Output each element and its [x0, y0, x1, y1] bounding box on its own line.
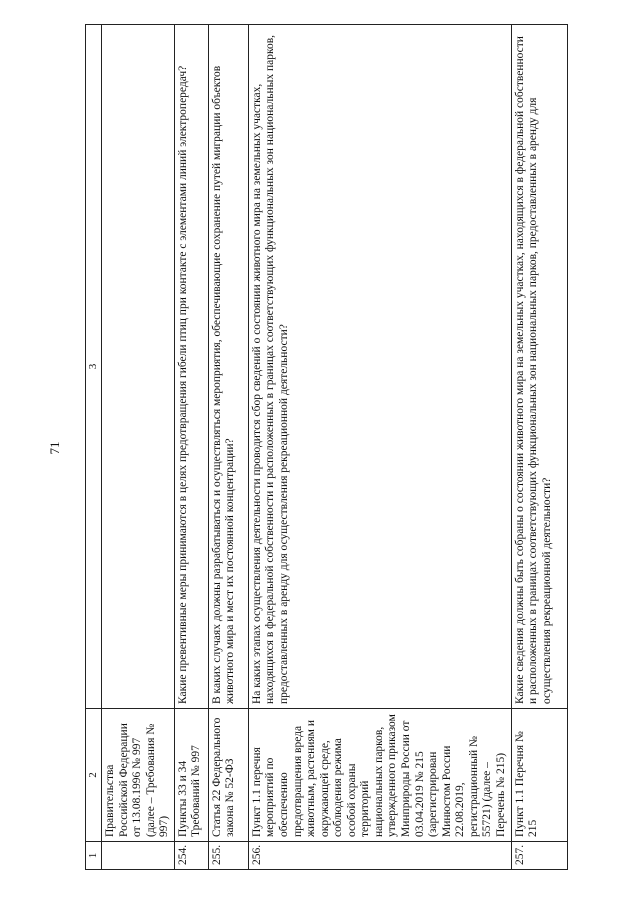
row-number: 254.: [174, 842, 208, 870]
row-number: [102, 842, 175, 870]
requirements-table: [85, 24, 568, 870]
table-row-continuation: [102, 25, 175, 870]
header-col-2: 2: [86, 709, 102, 842]
rotated-table-wrapper: [85, 25, 557, 870]
table-row: [511, 25, 567, 870]
table-row: [208, 25, 248, 870]
row-number: 255.: [208, 842, 248, 870]
page-number: 71: [47, 441, 62, 455]
row-question: [102, 25, 175, 709]
table-row: [174, 25, 208, 870]
row-source: Статья 22 Федерального закона № 52-ФЗ: [208, 709, 248, 842]
row-source: Пункты 33 и 34 Требований № 997: [174, 709, 208, 842]
row-question: На каких этапах осуществления деятельности проводится сбор сведений о состоянии животного мира на земельных участках, находящихся в федеральной собственности и расположенных в границах соответствующих функциональных зон национальных парков, предоставленных в аренду для осуществления рекреационной деятельности?: [248, 25, 511, 709]
row-number: 256.: [248, 842, 511, 870]
table-row: [248, 25, 511, 870]
row-question: Какие превентивные меры принимаются в целях предотвращения гибели птиц при контакте с элементами линий электропередач?: [174, 25, 208, 709]
header-col-1: 1: [86, 842, 102, 870]
header-col-3: 3: [86, 25, 102, 709]
row-question: В каких случаях должны разрабатываться и осуществляться мероприятия, обеспечивающие сохранение путей миграции объектов животного мира и мест их постоянной концентрации?: [208, 25, 248, 709]
row-number: 257.: [511, 842, 567, 870]
row-source: Правительства Российской Федерации от 13.08.1996 № 997 (далее – Требования № 997): [102, 709, 175, 842]
row-source: Пункт 1.1 Перечня № 215: [511, 709, 567, 842]
row-source: Пункт 1.1 перечня мероприятий по обеспечению предотвращения вреда животным, растениям и окружающей среде, соблюдения режима особой охраны территорий национальных парков, утвержденного приказом Минприроды России от 03.04.2019 № 215 (зарегистрирован Минюстом России 22.08.2019, регистрационный № 55721) (далее – Перечень № 215): [248, 709, 511, 842]
table-header-row: [86, 25, 102, 870]
row-question: Какие сведения должны быть собраны о состоянии животного мира на земельных участках, находящихся в федеральной собственности и расположенных в границах соответствующих функциональных зон национальных парков, предоставленных в аренду для осуществления рекреационной деятельности?: [511, 25, 567, 709]
